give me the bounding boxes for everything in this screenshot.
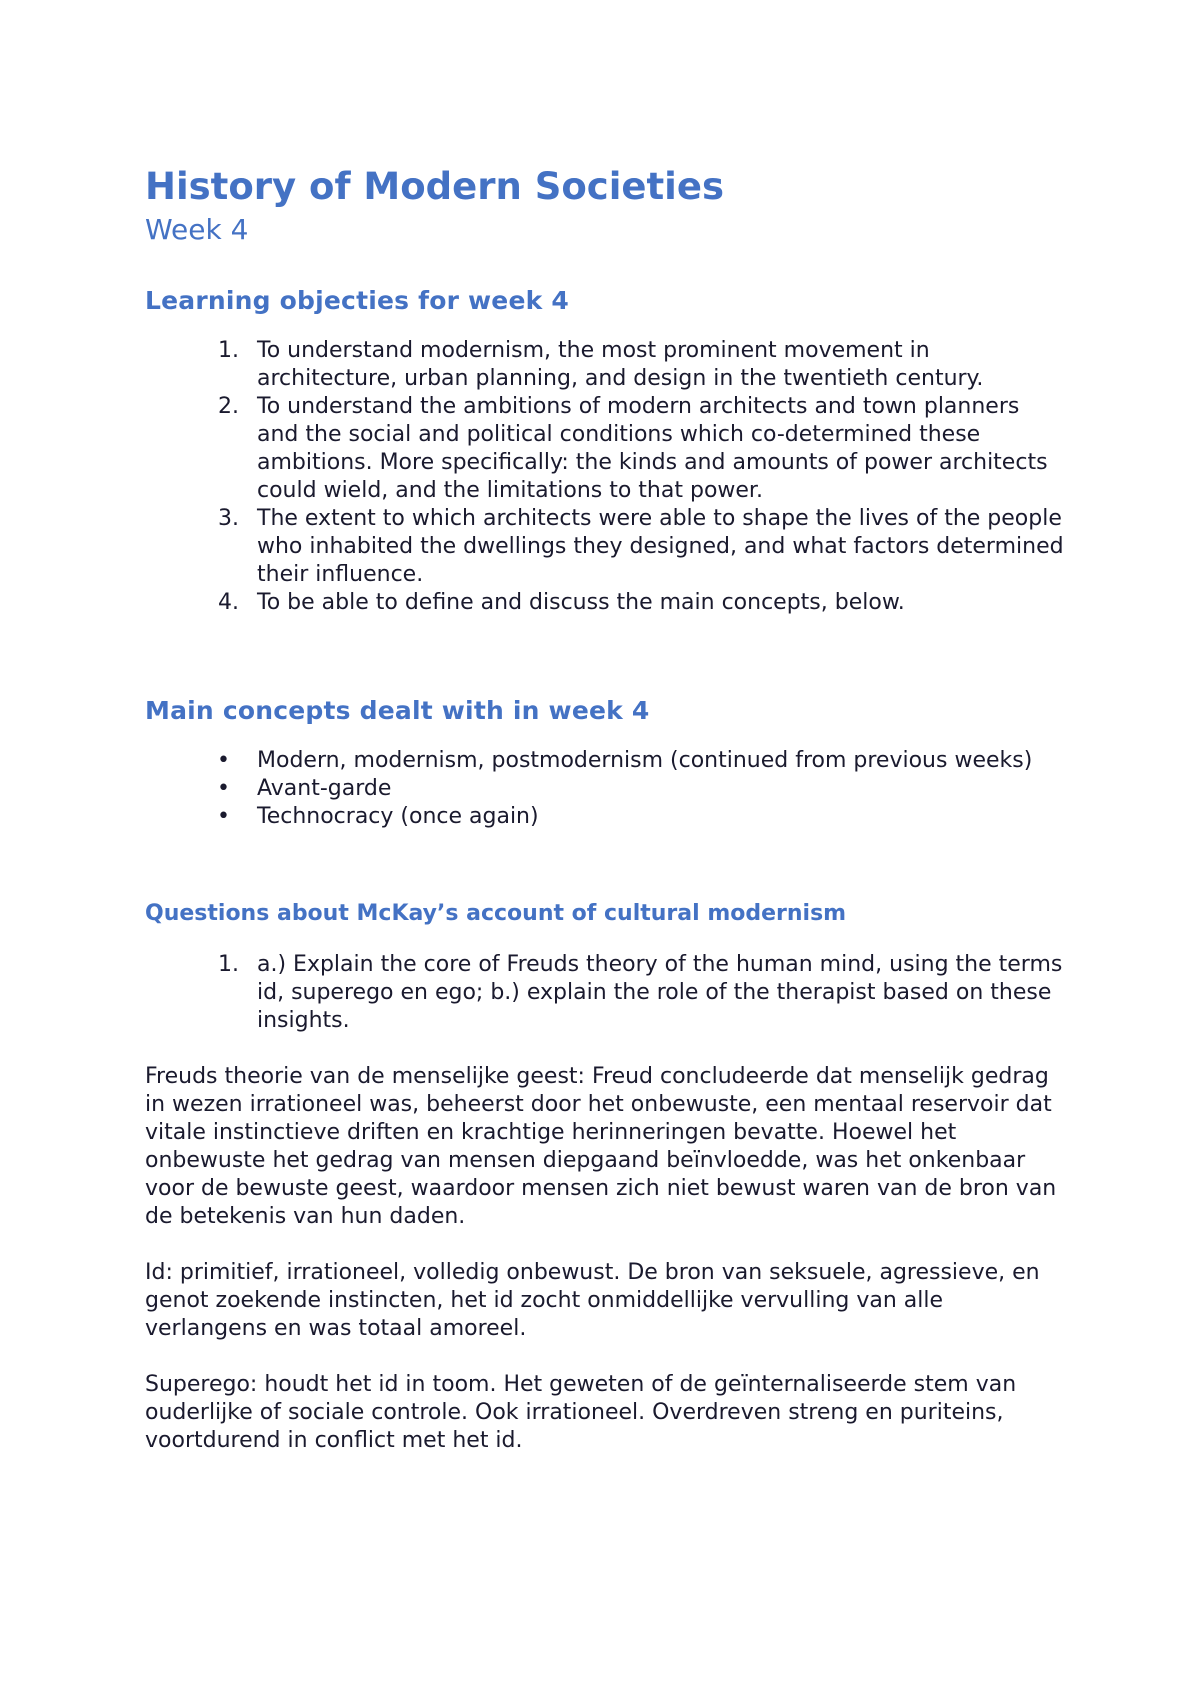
objective-text: To understand modernism, the most prominent movement in architecture, urban planning, and design in the twentieth century. (257, 338, 984, 391)
concept-item (145, 747, 1065, 775)
bullet-icon: • (217, 748, 230, 773)
list-marker: 3. (218, 506, 239, 531)
list-marker: 1. (218, 952, 239, 977)
document-subtitle: Week 4 (145, 213, 249, 246)
objective-item (145, 505, 1065, 589)
objective-text: To be able to define and discuss the main concepts, below. (257, 590, 905, 615)
objective-item (145, 393, 1065, 505)
question-text: a.) Explain the core of Freuds theory of the human mind, using the terms id, superego en ego; b.) explain the role of the therapist based on these insights. (257, 952, 1063, 1033)
concept-text: Technocracy (once again) (257, 804, 539, 829)
questions-list (145, 951, 1065, 1035)
concept-text: Avant-garde (257, 776, 392, 801)
concept-text: Modern, modernism, postmodernism (continued from previous weeks) (257, 748, 1033, 773)
answer-paragraph: Freuds theorie van de menselijke geest: Freud concludeerde dat menselijk gedrag in wezen irrationeel was, beheerst door het onbewuste, een mentaal reservoir dat vitale instinctieve driften en krachtige herinneringen bevatte. Hoewel het onbewuste het gedrag van mensen diepgaand beïnvloedde, was het onkenbaar voor de bewuste geest, waardoor mensen zich niet bewust waren van de bron van de betekenis van hun daden. (145, 1064, 1057, 1229)
list-marker: 4. (218, 590, 239, 615)
list-marker: 2. (218, 394, 239, 419)
bullet-icon: • (217, 776, 230, 801)
questions-heading: Questions about McKay’s account of cultural modernism (145, 901, 847, 926)
objective-item (145, 589, 1065, 617)
bullet-icon: • (217, 804, 230, 829)
answer-paragraph: Id: primitief, irrationeel, volledig onbewust. De bron van seksuele, agressieve, en genot zoekende instincten, het id zocht onmiddellijke vervulling van alle verlangens en was totaal amoreel. (145, 1260, 1040, 1341)
objective-text: The extent to which architects were able to shape the lives of the people who inhabited the dwellings they designed, and what factors determined their influence. (257, 506, 1064, 587)
objectives-heading: Learning objecties for week 4 (145, 286, 569, 315)
concept-item (145, 775, 1065, 803)
concepts-heading: Main concepts dealt with in week 4 (145, 696, 650, 725)
document-page (145, 165, 1065, 1455)
list-marker: 1. (218, 338, 239, 363)
question-item (145, 951, 1065, 1035)
document-title: History of Modern Societies (145, 165, 724, 208)
concept-item (145, 803, 1065, 831)
concepts-list (145, 747, 1065, 831)
objectives-list (145, 337, 1065, 617)
objective-item (145, 337, 1065, 393)
answer-paragraph: Superego: houdt het id in toom. Het geweten of de geïnternaliseerde stem van ouderlijke of sociale controle. Ook irrationeel. Overdreven streng en puriteins, voortdurend in conflict met het id. (145, 1372, 1017, 1453)
objective-text: To understand the ambitions of modern architects and town planners and the social and political conditions which co-determined these ambitions. More specifically: the kinds and amounts of power architects could wield, and the limitations to that power. (257, 394, 1048, 503)
